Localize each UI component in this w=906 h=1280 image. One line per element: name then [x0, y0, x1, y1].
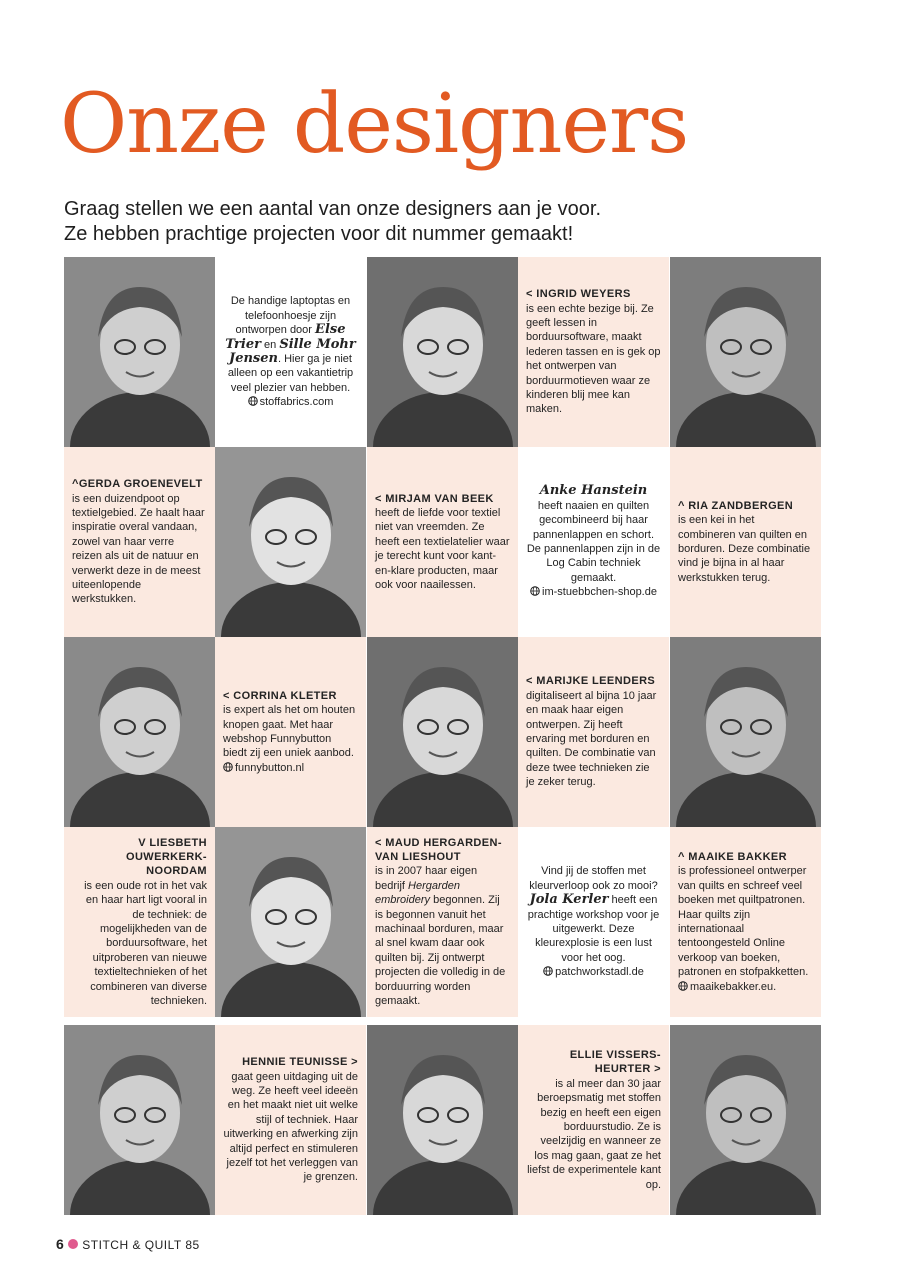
- arrow-left-icon: <: [223, 689, 230, 702]
- designer-name-liesbeth-ouwerkerk-noordam: LIESBETH OUWERKERK-NOORDAM: [126, 836, 207, 878]
- globe-icon: [530, 586, 540, 596]
- text-liesbeth-ouwerkerk-noordam: [64, 827, 215, 1017]
- designer-name-hennie-teunisse: HENNIE TEUNISSE: [242, 1056, 348, 1069]
- portrait-illustration: [670, 257, 821, 447]
- globe-icon: [223, 762, 233, 772]
- designer-bio-corrina-kleter: is expert als het om houten knopen gaat. Met haar webshop Funnybutton biedt zij een uniek aanbod.: [223, 704, 356, 760]
- page-number: 6: [56, 1236, 65, 1252]
- link-stoffabrics[interactable]: [223, 395, 358, 409]
- designer-bio-ria-zandbergen: is een kei in het combineren van quilten en borduren. Deze combinatie vind je bijna in al haar werkstukken terug.: [678, 514, 811, 584]
- designer-name-anke-hanstein: Anke Hanstein: [539, 483, 648, 499]
- designer-bio-hennie-teunisse: gaat geen uitdaging uit de weg. Ze heeft veel ideeën en het maakt niet uit welke stijl of techniek. Haar uitwerking en afwerking zijn altijd perfect en stimuleren jezelf tot het verleggen van je grenzen.: [223, 1070, 358, 1184]
- designer-bio-maud-part1: is in 2007 haar eigen bedrijf: [375, 865, 478, 892]
- laptoptas-and: en: [264, 338, 277, 351]
- arrow-right-icon: >: [351, 1056, 358, 1069]
- photo-marijke-leenders: [367, 637, 518, 827]
- text-marijke-leenders: [518, 637, 669, 827]
- link-funnybutton[interactable]: [223, 761, 358, 775]
- portrait-illustration: [64, 637, 215, 827]
- portrait-illustration: [367, 637, 518, 827]
- photo-mirjam-van-beek: [215, 447, 366, 637]
- designer-name-mirjam-van-beek: MIRJAM VAN BEEK: [385, 492, 494, 505]
- globe-icon: [248, 396, 258, 406]
- text-laptoptas: [215, 257, 366, 447]
- portrait-illustration: [215, 447, 366, 637]
- designer-name-sille-mohr-jensen: Sille Mohr Jensen: [229, 336, 356, 366]
- designer-bio-maaike-bakker: is professioneel ontwerper van quilts en schreef veel boeken met quiltpatronen. Haar quilts zijn internationaal tentoongesteld Online verkoop van boeken, patronen en stofpakketten.: [678, 865, 809, 979]
- designer-name-marijke-leenders: MARIJKE LEENDERS: [536, 675, 656, 688]
- text-anke-hanstein: [518, 447, 669, 637]
- text-ingrid-weyers: [518, 257, 669, 447]
- designer-name-ellie-vissers-heurter: ELLIE VISSERS-HEURTER: [569, 1048, 661, 1076]
- jola-intro: Vind jij de stoffen met kleurverloop ook zo mooi?: [529, 865, 658, 892]
- intro-line-1: Graag stellen we een aantal van onze designers aan je voor.: [64, 198, 602, 220]
- designer-bio-anke-hanstein: heeft naaien en quilten gecombineerd bij haar pannenlappen en schort. De pannenlappen zijn in de Log Cabin techniek gemaakt.: [526, 499, 661, 584]
- text-hennie-teunisse: [215, 1025, 366, 1215]
- text-jola-kerler: [518, 827, 669, 1017]
- designer-name-else-trier: Else Trier: [225, 322, 346, 352]
- designer-name-gerda-groenevelt: GERDA GROENEVELT: [78, 478, 203, 491]
- designer-bio-liesbeth-ouwerkerk-noordam: is een oude rot in het vak en haar hart ligt vooral in de techniek: de mogelijkheden van de borduursoftware, het uitproberen van nieuwe textieltechnieken of het combineren van diverse technieken.: [84, 879, 207, 1008]
- text-maud-hergarden: [367, 827, 518, 1017]
- link-im-stuebbchen-text: im-stuebbchen-shop.de: [542, 586, 657, 599]
- portrait-illustration: [670, 637, 821, 827]
- text-gerda-groenevelt: [64, 447, 215, 637]
- text-ellie-vissers-heurter: [518, 1025, 669, 1215]
- arrow-up-icon: ^: [678, 499, 685, 512]
- link-patchworkstadl-text: patchworkstadl.de: [555, 966, 644, 979]
- portrait-illustration: [64, 1025, 215, 1215]
- intro-text: [64, 197, 824, 247]
- designer-bio-ellie-vissers-heurter: is al meer dan 30 jaar beroepsmatig met stoffen bezig en heeft een eigen borduurstudio. Ze is veelzijdig en wanneer ze los mag gaan, gaat ze het liefst de experimentele kant op.: [527, 1077, 661, 1191]
- link-maaikebakker[interactable]: [678, 980, 813, 994]
- link-stoffabrics-text: stoffabrics.com: [259, 396, 334, 409]
- text-corrina-kleter: [215, 637, 366, 827]
- globe-icon: [678, 981, 688, 991]
- arrow-left-icon: <: [375, 492, 382, 505]
- portrait-illustration: [367, 257, 518, 447]
- designer-bio-ingrid-weyers: is een echte bezige bij. Ze geeft lessen in borduursoftware, maakt lederen tassen en is gek op het ontwerpen van borduurmotieven waar ze kinderen blij mee kan maken.: [526, 302, 661, 416]
- arrow-left-icon: <: [526, 675, 533, 688]
- photo-ellie-vissers: [367, 1025, 518, 1215]
- designer-name-ria-zandbergen: RIA ZANDBERGEN: [688, 499, 794, 512]
- designer-bio-marijke-leenders: digitaliseert al bijna 10 jaar en maak haar eigen ontwerpen. Zij heeft ervaring met borduren en quilten. De combinatie van deze twee technieken zie je zeker terug.: [526, 689, 657, 789]
- portrait-illustration: [367, 1025, 518, 1215]
- designer-name-maud-hergarden: MAUD HERGARDEN-VAN LIESHOUT: [375, 836, 502, 863]
- text-maaike-bakker: [670, 827, 821, 1017]
- intro-line-2: Ze hebben prachtige projecten voor dit nummer gemaakt!: [64, 223, 574, 245]
- arrow-up-icon: ^: [678, 850, 685, 863]
- text-ria-zandbergen: [670, 447, 821, 637]
- magazine-name: STITCH & QUILT 85: [82, 1238, 200, 1252]
- designer-bio-mirjam-van-beek: heeft de liefde voor textiel niet van vreemden. Ze heeft een textielatelier waar je terecht kunt voor kant-en-klare producten, maar ook voor naailessen.: [375, 506, 510, 592]
- globe-icon: [543, 966, 553, 976]
- designer-grid: [64, 257, 821, 1215]
- photo-maaike-bakker: [670, 637, 821, 827]
- bullet-dot-icon: [68, 1239, 78, 1249]
- page-footer: [56, 1236, 200, 1252]
- text-mirjam-van-beek: [367, 447, 518, 637]
- arrow-up-icon: ^: [72, 478, 79, 491]
- laptoptas-intro: De handige laptoptas en telefoonhoesje zijn ontworpen door: [230, 295, 351, 337]
- designer-bio-gerda-groenevelt: is een duizendpoot op textielgebied. Ze haalt haar inspiratie overal vandaan, zowel van haar verre reizen als uit de natuur en verwerkt deze in de meest uiteenlopende werkstukken.: [72, 492, 205, 606]
- photo-designer-1: [64, 257, 215, 447]
- arrow-down-icon: V: [138, 836, 146, 849]
- page-title: Onze designers: [60, 77, 689, 172]
- photo-ingrid-weyers: [670, 257, 821, 447]
- link-patchworkstadl[interactable]: [526, 965, 661, 979]
- photo-hennie-teunisse: [64, 1025, 215, 1215]
- laptoptas-description: . Hier ga je niet alleen op een vakantietrip veel plezier van hebben.: [227, 353, 354, 394]
- designer-name-maaike-bakker: MAAIKE BAKKER: [688, 850, 787, 863]
- photo-corrina-kleter: [64, 637, 215, 827]
- link-im-stuebbchen[interactable]: [526, 585, 661, 599]
- arrow-right-icon: >: [654, 1063, 661, 1076]
- designer-company-hergarden: Hergarden embroidery: [375, 879, 461, 907]
- designer-bio-maud-part2: begonnen. Zij is begonnen vanuit het machinaal borduren, maar al snel kwam daar ook quilten bij. Zij ontwerpt projecten die volledig in de borduurring worden gemaakt.: [375, 894, 506, 1008]
- designer-name-jola-kerler: Jola Kerler: [529, 892, 609, 908]
- photo-designer-2: [367, 257, 518, 447]
- link-funnybutton-text: funnybutton.nl: [235, 761, 305, 774]
- photo-maud-hergarden: [215, 827, 366, 1017]
- photo-designer-last: [670, 1025, 821, 1215]
- arrow-left-icon: <: [375, 836, 382, 849]
- portrait-illustration: [64, 257, 215, 447]
- arrow-left-icon: <: [526, 288, 533, 301]
- designer-name-corrina-kleter: CORRINA KLETER: [233, 689, 337, 702]
- link-maaikebakker-text: maaikebakker.eu.: [690, 980, 777, 993]
- portrait-illustration: [215, 827, 366, 1017]
- designer-bio-jola-kerler: heeft een prachtige workshop voor je uitgewerkt. Deze kleurexplosie is een lust voor het oog.: [527, 894, 660, 964]
- designer-name-ingrid-weyers: INGRID WEYERS: [536, 288, 631, 301]
- portrait-illustration: [670, 1025, 821, 1215]
